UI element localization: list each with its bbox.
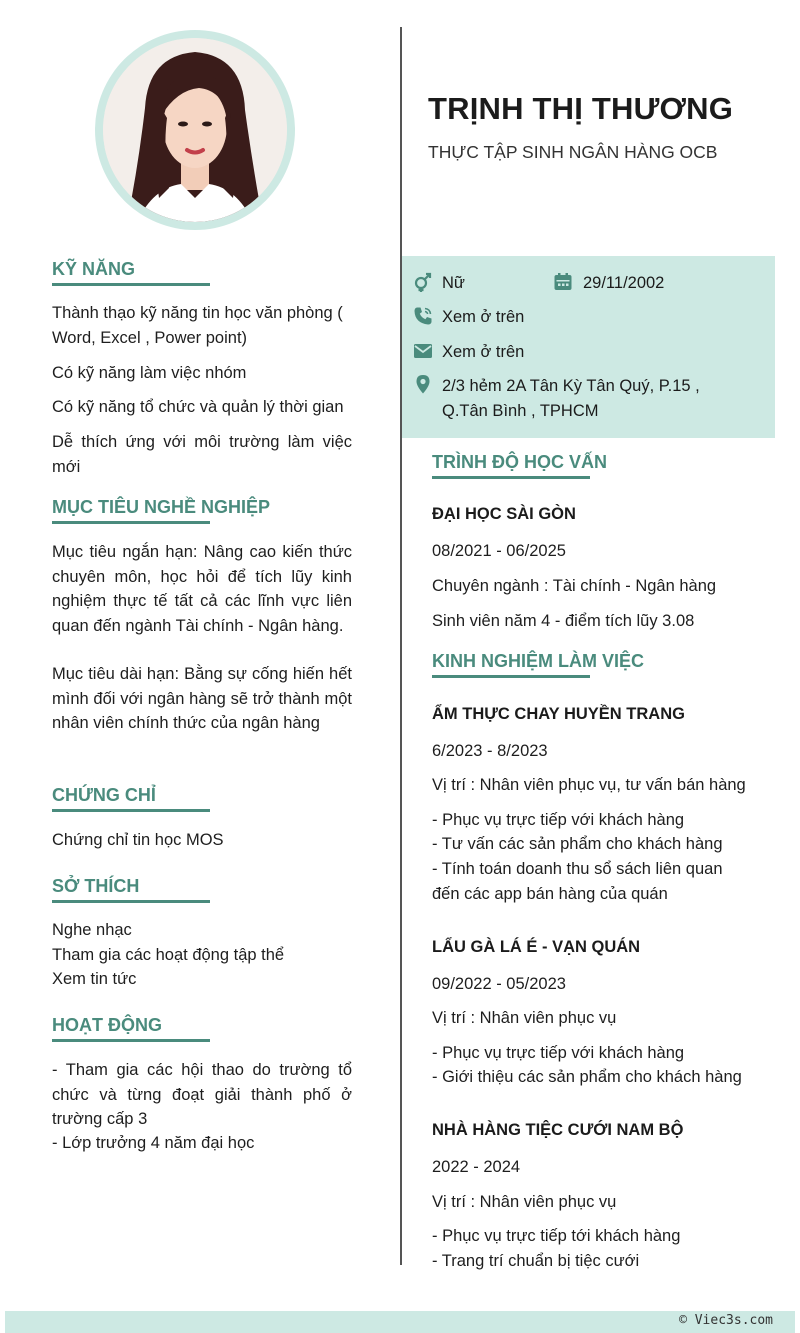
column-divider [400,27,402,1265]
experience-heading: KINH NGHIỆM LÀM VIỆC [432,651,645,671]
hobby-item: Tham gia các hoạt động tập thể [52,946,285,964]
hobbies-underline [52,900,210,903]
job-company: LẨU GÀ LÁ É - VẠN QUÁN [432,938,641,956]
calendar-icon [553,272,573,292]
activity-item: - Lớp trưởng 4 năm đại học [52,1134,255,1152]
experience-underline [432,675,590,678]
job-position: Vị trí : Nhân viên phục vụ [432,1193,617,1211]
job-position: Vị trí : Nhân viên phục vụ, tư vấn bán hàng [432,776,746,794]
footer-bar [5,1311,795,1333]
email-icon [413,341,433,361]
job-duty: - Trang trí chuẩn bị tiệc cưới [432,1252,640,1270]
address-line-2: Q.Tân Bình , TPHCM [442,402,599,420]
job-duty: - Phục vụ trực tiếp tới khách hàng [432,1227,681,1245]
job-company: ẨM THỰC CHAY HUYỀN TRANG [432,705,685,723]
birthdate-value: 29/11/2002 [583,274,665,292]
job-duty: - Phục vụ trực tiếp với khách hàng [432,811,685,829]
education-heading: TRÌNH ĐỘ HỌC VẤN [432,452,607,472]
job-duty: - Giới thiệu các sản phẩm cho khách hàng [432,1068,742,1086]
certificate-item: Chứng chỉ tin học MOS [52,831,224,849]
phone-icon [413,306,433,326]
address-line-1: 2/3 hẻm 2A Tân Kỳ Tân Quý, P.15 , [442,377,700,395]
hobbies-heading: SỞ THÍCH [52,876,140,896]
education-major: Chuyên ngành : Tài chính - Ngân hàng [432,577,717,595]
education-status: Sinh viên năm 4 - điểm tích lũy 3.08 [432,612,695,630]
candidate-name: TRỊNH THỊ THƯƠNG [428,91,734,126]
education-underline [432,476,590,479]
school-name: ĐẠI HỌC SÀI GÒN [432,505,576,523]
objective-short-term: Mục tiêu ngắn hạn: Nâng cao kiến thức chuyên môn, học hỏi để tích lũy kinh nghiệm thực tế tất cả các lĩnh vực liên quan đến ngành Tài chính - Ngân hàng. [52,543,352,635]
avatar [95,30,295,230]
job-period: 2022 - 2024 [432,1158,521,1176]
location-pin-icon [413,374,433,394]
profile-photo [103,38,287,222]
job-duty: - Phục vụ trực tiếp với khách hàng [432,1044,685,1062]
phone-value: Xem ở trên [442,308,525,326]
contact-panel [402,256,775,438]
certificates-underline [52,809,210,812]
skills-heading: KỸ NĂNG [52,259,136,279]
job-position: Vị trí : Nhân viên phục vụ [432,1009,617,1027]
hobby-item: Xem tin tức [52,970,137,988]
skill-item: Thành thạo kỹ năng tin học văn phòng ( Word, Excel , Power point) [52,304,343,347]
job-period: 09/2022 - 05/2023 [432,975,566,993]
objective-underline [52,521,210,524]
education-period: 08/2021 - 06/2025 [432,542,566,560]
gender-value: Nữ [442,274,465,292]
footer-watermark: © Viec3s.com [679,1313,773,1328]
job-title: THỰC TẬP SINH NGÂN HÀNG OCB [428,142,718,162]
activities-heading: HOẠT ĐỘNG [52,1015,162,1035]
activity-item: - Tham gia các hội thao do trường tổ chức và từng đoạt giải thành phố ở trường cấp 3 [52,1061,352,1128]
job-duty: - Tư vấn các sản phẩm cho khách hàng [432,835,723,853]
skill-item: Có kỹ năng tổ chức và quản lý thời gian [52,398,344,416]
skill-item: Có kỹ năng làm việc nhóm [52,364,247,382]
skills-underline [52,283,210,286]
gender-icon [413,272,433,292]
hobby-item: Nghe nhạc [52,921,132,939]
activities-underline [52,1039,210,1042]
job-company: NHÀ HÀNG TIỆC CƯỚI NAM BỘ [432,1121,684,1139]
certificates-heading: CHỨNG CHỈ [52,785,156,805]
objective-heading: MỤC TIÊU NGHỀ NGHIỆP [52,497,271,517]
job-duty: - Tính toán doanh thu sổ sách liên quan đến các app bán hàng của quán [432,860,723,903]
email-value: Xem ở trên [442,343,525,361]
objective-long-term: Mục tiêu dài hạn: Bằng sự cống hiến hết mình đối với ngân hàng sẽ trở thành một nhân viên chính thức của ngân hàng [52,665,352,732]
job-period: 6/2023 - 8/2023 [432,742,548,760]
skill-item: Dễ thích ứng với môi trường làm việc mới [52,433,352,476]
